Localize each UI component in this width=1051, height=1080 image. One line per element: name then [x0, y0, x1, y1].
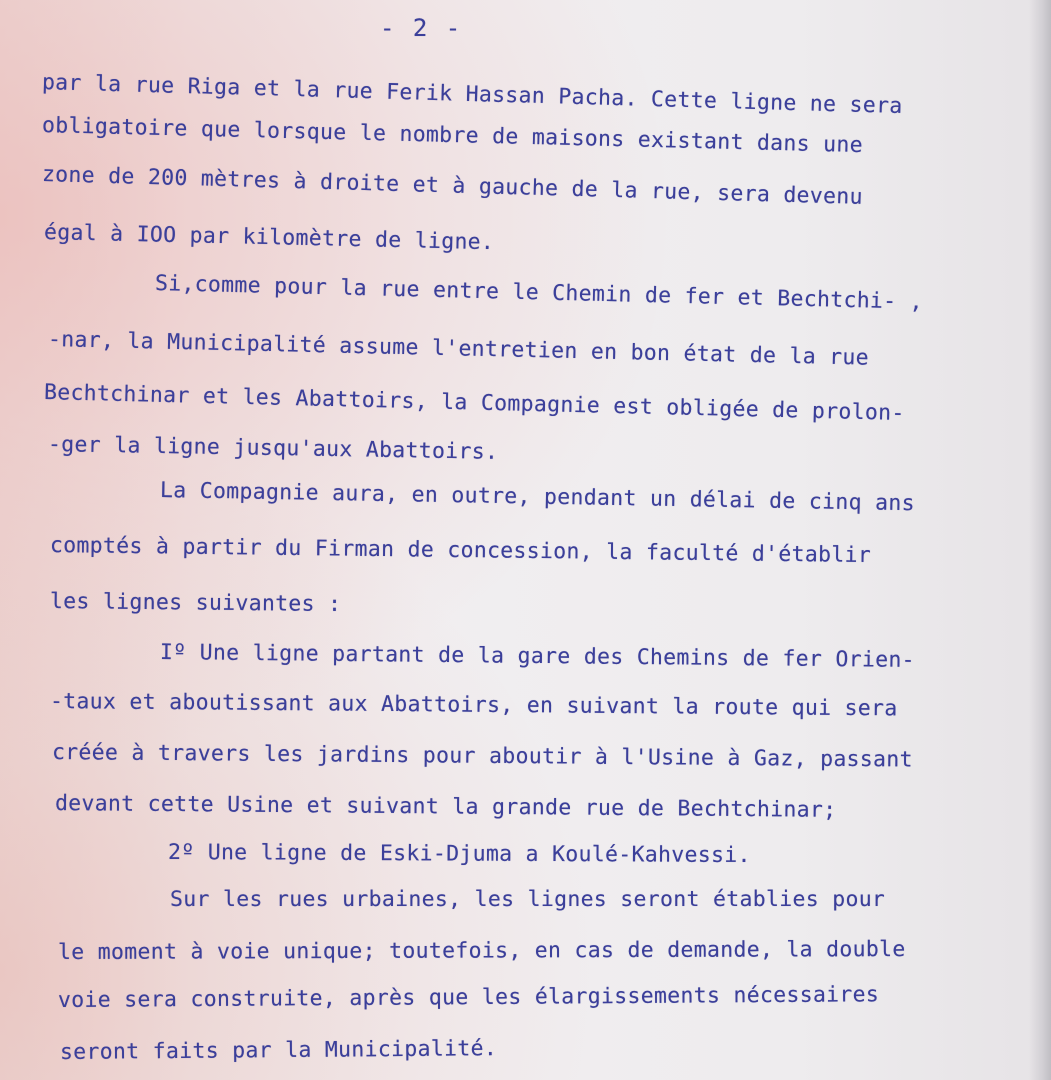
text-line: -nar, la Municipalité assume l'entretien en bon état de la rue [47, 327, 870, 371]
text-line: seront faits par la Municipalité. [59, 1036, 498, 1065]
text-line: -taux et aboutissant aux Abattoirs, en suivant la route qui sera [49, 689, 898, 722]
text-line: zone de 200 mètres à droite et à gauche de la rue, sera devenu [41, 162, 864, 210]
text-line: Sur les rues urbaines, les lignes seront établies pour [170, 887, 886, 912]
text-line: créée à travers les jardins pour aboutir à l'Usine à Gaz, passant [51, 740, 913, 773]
text-line: le moment à voie unique; toutefois, en cas de demande, la double [57, 937, 906, 965]
text-line: devant cette Usine et suivant la grande rue de Bechtchinar; [54, 791, 837, 823]
text-line: 2º Une ligne de Eski-Djuma a Koulé-Kahvessi. [167, 840, 751, 869]
text-line: La Compagnie aura, en outre, pendant un délai de cinq ans [159, 478, 916, 517]
text-line: égal à IOO par kilomètre de ligne. [43, 220, 495, 256]
page-number: - 2 - [380, 14, 463, 42]
text-line: les lignes suivantes : [49, 589, 342, 618]
text-line: obligatoire que lorsque le nombre de maisons existant dans une [41, 113, 864, 159]
text-line: voie sera construite, après que les élargissements nécessaires [57, 982, 880, 1013]
text-line: comptés à partir du Firman de concession, la faculté d'établir [49, 533, 872, 569]
text-line: Iº Une ligne partant de la gare des Chemins de fer Orien- [159, 640, 916, 673]
text-line: Si,comme pour la rue entre le Chemin de fer et Bechtchi- , [154, 271, 924, 315]
text-line: -ger la ligne jusqu'aux Abattoirs. [47, 432, 499, 465]
text-line: Bechtchinar et les Abattoirs, la Compagnie est obligée de prolon- [43, 380, 905, 427]
text-line: par la rue Riga et la rue Ferik Hassan Pacha. Cette ligne ne sera [41, 70, 903, 120]
